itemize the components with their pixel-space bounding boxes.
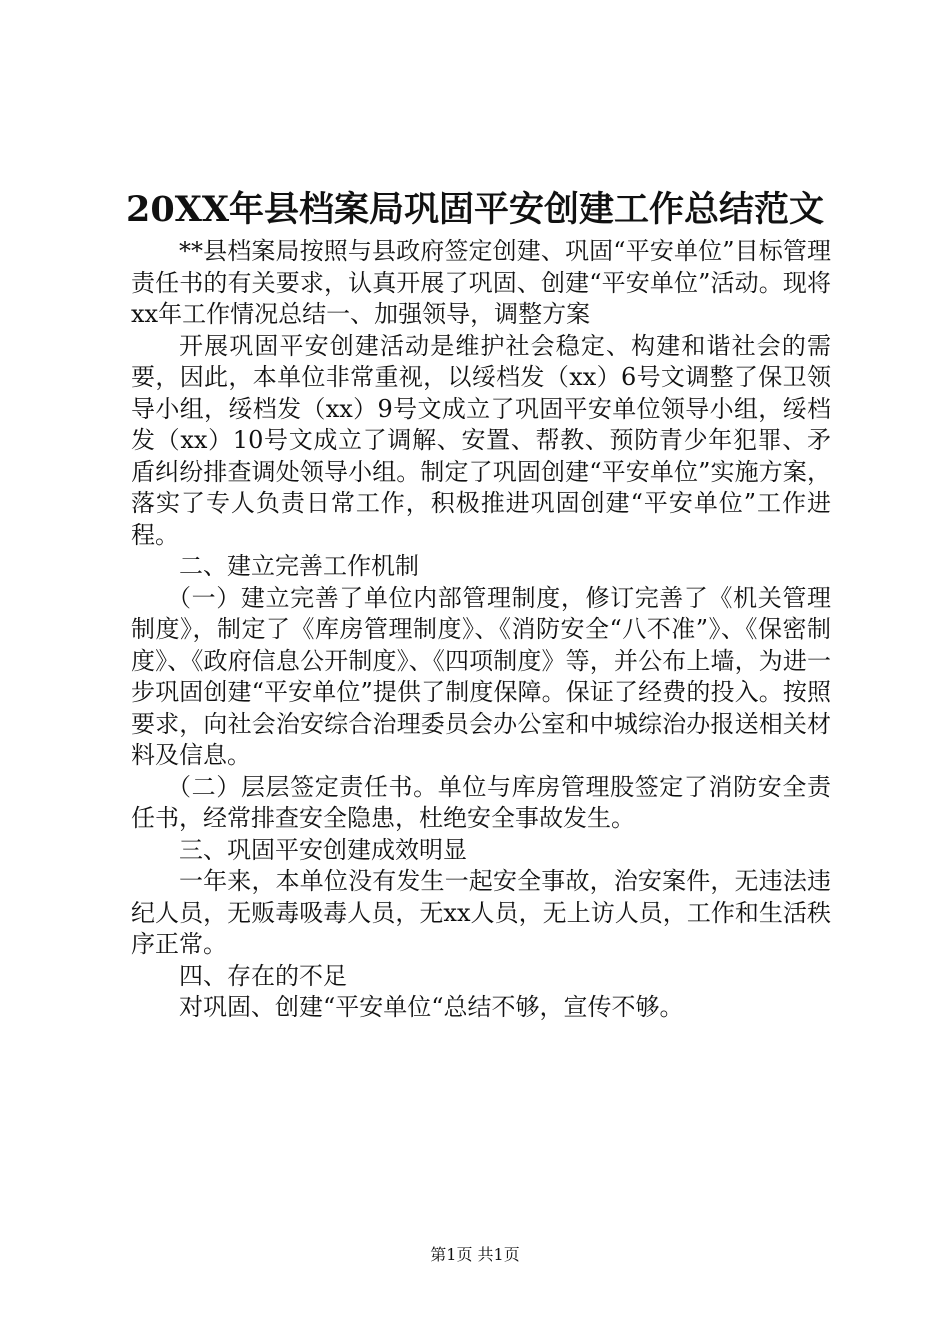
- document-body: [131, 236, 831, 1024]
- paragraph-mechanism-1: （一）建立完善了单位内部管理制度，修订完善了《机关管理制度》，制定了《库房管理制度》、《消防安全“八不准”》、《保密制度》、《政府信息公开制度》、《四项制度》等，并公布上墙，为进一步巩固创建“平安单位”提供了制度保障。保证了经费的投入。按照要求，向社会治安综合治理委员会办公室和中城综治办报送相关材料及信息。: [131, 583, 831, 769]
- section-heading-shortcomings: 四、存在的不足: [179, 961, 347, 990]
- paragraph-shortcomings: 对巩固、创建“平安单位“总结不够，宣传不够。: [179, 993, 684, 1021]
- paragraph-results: 一年来，本单位没有发生一起安全事故，治安案件，无违法违纪人员，无贩毒吸毒人员，无xx人员，无上访人员，工作和生活秩序正常。: [131, 867, 831, 958]
- section-heading-mechanism: 二、建立完善工作机制: [179, 552, 419, 580]
- paragraph-mechanism-2: （二）层层签定责任书。单位与库房管理股签定了消防安全责任书，经常排查安全隐患，杜绝安全事故发生。: [131, 772, 831, 832]
- section-heading-results: 三、巩固平安创建成效明显: [179, 835, 467, 864]
- paragraph-intro: **县档案局按照与县政府签定创建、巩固“平安单位”目标管理责任书的有关要求，认真开展了巩固、创建“平安单位”活动。现将xx年工作情况总结一、加强领导，调整方案: [131, 237, 831, 328]
- page-number-footer: 第1页 共1页: [430, 1245, 520, 1264]
- paragraph-leadership: 开展巩固平安创建活动是维护社会稳定、构建和谐社会的需要，因此，本单位非常重视，以绥档发（xx）6号文调整了保卫领导小组，绥档发（xx）9号文成立了巩固平安单位领导小组，绥档发（xx）10号文成立了调解、安置、帮教、预防青少年犯罪、矛盾纠纷排查调处领导小组。制定了巩固创建“平安单位”实施方案，落实了专人负责日常工作，积极推进巩固创建“平安单位”工作进程。: [131, 331, 831, 549]
- document-title: 20XX年县档案局巩固平安创建工作总结范文: [125, 189, 825, 230]
